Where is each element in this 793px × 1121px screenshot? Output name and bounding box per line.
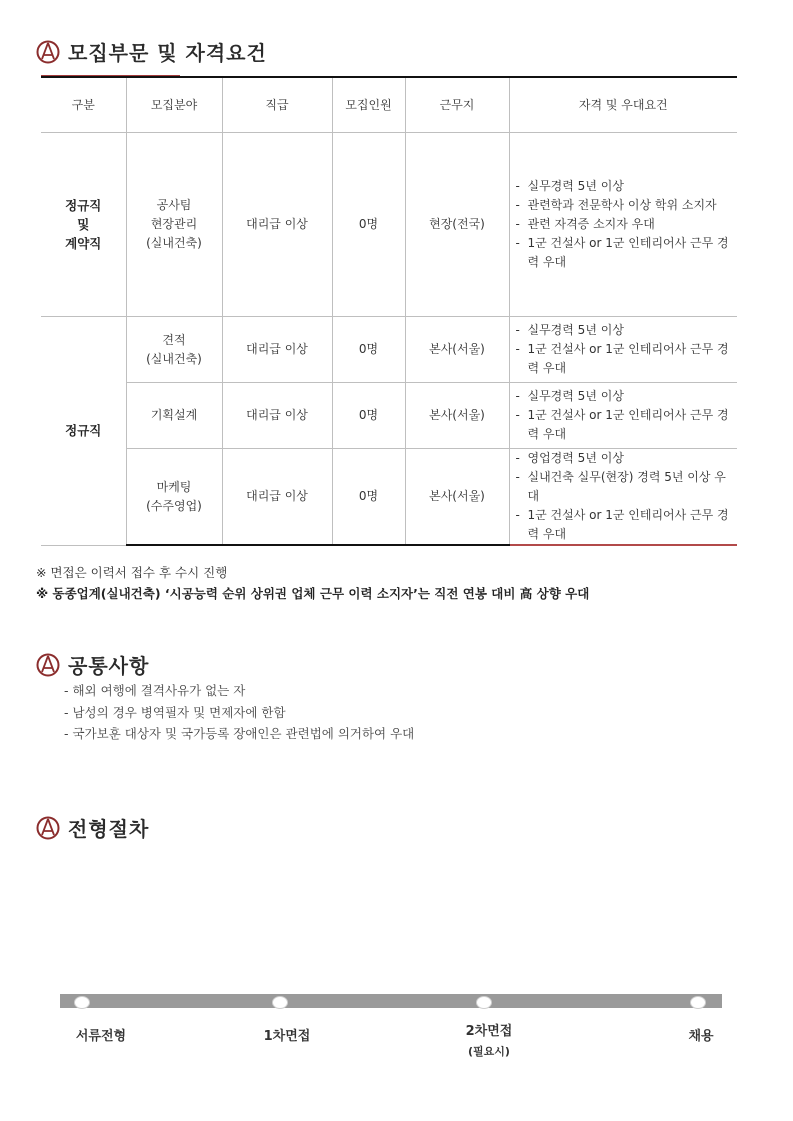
category-line: 정규직	[65, 198, 102, 213]
field-line: 공사팀	[156, 198, 192, 212]
requirements-cell	[509, 317, 737, 383]
field-line: 견적	[162, 332, 186, 347]
location-cell: 본사(서울)	[405, 449, 509, 546]
table-row	[41, 133, 737, 317]
common-title-text: 공통사항	[68, 654, 150, 678]
recruitment-table	[41, 76, 737, 546]
timeline-dot	[476, 996, 492, 1009]
category-cell: 정규직	[41, 317, 126, 546]
compass-emblem-icon	[36, 653, 60, 677]
location-cell: 현장(전국)	[405, 133, 509, 317]
field-line: 현장관리	[150, 217, 198, 231]
requirement-item: - 관련학과 전문학사 이상 학위 소지자	[515, 198, 717, 212]
category-line: 계약직	[65, 236, 102, 251]
field-line: (수주영업)	[146, 498, 202, 513]
requirements-cell	[509, 449, 737, 546]
process-step	[656, 1025, 746, 1044]
list-item: - 해외 여행에 결격사유가 없는 자	[64, 683, 246, 698]
rank-cell: 대리급 이상	[222, 133, 332, 317]
step-label: 1차면접	[263, 1029, 311, 1044]
requirement-item: - 실무경력 5년 이상	[515, 323, 624, 337]
requirement-item: - 1군 건설사 or 1군 인테리어사 근무 경력 우대	[515, 508, 729, 541]
header-requirements: 자격 및 우대요건	[509, 77, 737, 133]
timeline-dot	[272, 996, 288, 1009]
location-cell: 본사(서울)	[405, 383, 509, 449]
count-cell: 0명	[332, 383, 405, 449]
requirement-item: - 관련 자격증 소지자 우대	[515, 217, 655, 231]
header-field: 모집분야	[126, 77, 222, 133]
count-cell: 0명	[332, 133, 405, 317]
compass-emblem-icon	[36, 816, 60, 840]
category-cell	[41, 133, 126, 317]
process-title-text: 전형절차	[68, 817, 150, 841]
compass-emblem-icon	[36, 40, 60, 64]
process-timeline-bar	[60, 994, 722, 1008]
header-category: 구분	[41, 77, 126, 133]
count-cell: 0명	[332, 317, 405, 383]
requirement-item: - 1군 건설사 or 1군 인테리어사 근무 경력 우대	[515, 408, 729, 441]
rank-cell: 대리급 이상	[222, 449, 332, 546]
requirements-cell	[509, 133, 737, 317]
requirements-cell	[509, 383, 737, 449]
process-section-title	[36, 813, 149, 842]
field-line: (실내건축)	[146, 236, 202, 250]
field-line: 마케팅	[156, 479, 192, 494]
rank-cell: 대리급 이상	[222, 317, 332, 383]
field-cell	[126, 383, 222, 449]
recruit-title-text: 모집부문 및 자격요건	[68, 41, 267, 65]
requirement-item: - 영업경력 5년 이상	[515, 451, 624, 465]
count-cell: 0명	[332, 449, 405, 546]
process-step	[56, 1025, 146, 1044]
requirement-item: - 1군 건설사 or 1군 인테리어사 근무 경력 우대	[515, 342, 729, 375]
step-label: 채용	[688, 1029, 714, 1044]
field-cell	[126, 449, 222, 546]
step-label: 서류전형	[75, 1029, 127, 1044]
list-item: - 국가보훈 대상자 및 국가등록 장애인은 관련법에 의거하여 우대	[64, 726, 415, 741]
process-step	[242, 1025, 332, 1044]
process-step	[444, 1020, 534, 1059]
table-row	[41, 383, 737, 449]
location-cell: 본사(서울)	[405, 317, 509, 383]
field-line: 기획설계	[150, 408, 198, 422]
step-label: 2차면접	[465, 1024, 513, 1039]
header-rank: 직급	[222, 77, 332, 133]
preference-note: ※ 동종업계(실내건축) ‘시공능력 순위 상위권 업체 근무 이력 소지자’는 직전 연봉 대비 高 상향 우대	[36, 586, 590, 601]
step-sublabel: (필요시)	[468, 1045, 510, 1058]
rank-cell: 대리급 이상	[222, 383, 332, 449]
requirement-item: - 실내건축 실무(현장) 경력 5년 이상 우대	[515, 470, 726, 503]
field-cell	[126, 317, 222, 383]
interview-note: ※ 면접은 이력서 접수 후 수시 진행	[36, 565, 228, 580]
table-row	[41, 317, 737, 383]
timeline-dot	[74, 996, 90, 1009]
timeline-dot	[690, 996, 706, 1009]
field-cell	[126, 133, 222, 317]
requirement-item: - 1군 건설사 or 1군 인테리어사 근무 경력 우대	[515, 236, 729, 269]
requirement-item: - 실무경력 5년 이상	[515, 179, 624, 193]
header-count: 모집인원	[332, 77, 405, 133]
recruit-section-title	[36, 37, 267, 66]
header-location: 근무지	[405, 77, 509, 133]
category-line: 및	[77, 217, 90, 232]
list-item: - 남성의 경우 병역필자 및 면제자에 한함	[64, 704, 286, 720]
table-row	[41, 449, 737, 546]
table-header-row	[41, 77, 737, 133]
common-requirements-list	[64, 680, 414, 745]
requirement-item: - 실무경력 5년 이상	[515, 389, 624, 403]
field-line: (실내건축)	[146, 351, 202, 366]
common-section-title	[36, 650, 149, 679]
